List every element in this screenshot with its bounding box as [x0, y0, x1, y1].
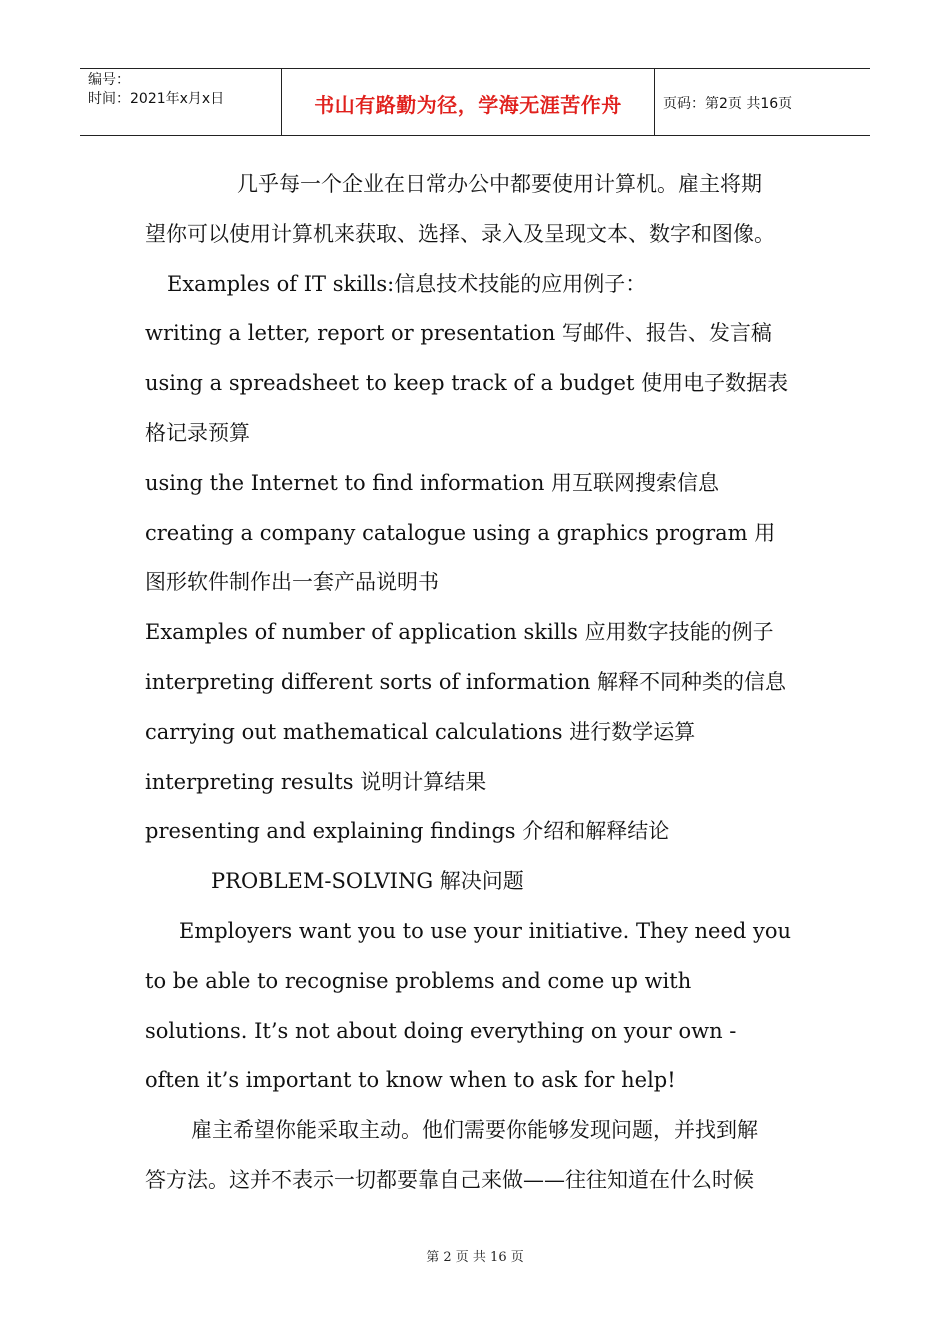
body-line: solutions. It’s not about doing everything on your own -: [145, 1018, 737, 1043]
body-line: to be able to recognise problems and come up with: [145, 968, 692, 993]
header-motto: 书山有路勤为径，学海无涯苦作舟: [314, 92, 622, 117]
document-body: [145, 160, 815, 1206]
body-line: 雇主希望你能采取主动。他们需要你能够发现问题，并找到解: [191, 1118, 758, 1143]
body-line: Examples of IT skills:信息技术技能的应用例子：: [167, 271, 647, 296]
body-line: presenting and explaining findings 介绍和解释结论: [145, 819, 670, 844]
body-line: interpreting results 说明计算结果: [145, 769, 487, 794]
body-line: using a spreadsheet to keep track of a budget 使用电子数据表: [145, 371, 789, 396]
section-heading: PROBLEM-SOLVING 解决问题: [211, 869, 524, 894]
body-line: 图形软件制作出一套产品说明书: [145, 570, 439, 595]
body-line: writing a letter, report or presentation 写邮件、报告、发言稿: [145, 321, 772, 346]
body-line: Employers want you to use your initiative. They need you: [179, 918, 792, 943]
page-footer: 第 2 页 共 16 页: [426, 1250, 524, 1265]
header-page-cell: [655, 69, 870, 135]
body-line: interpreting different sorts of information 解释不同种类的信息: [145, 669, 787, 694]
header-page-number: 页码：第2页 共16页: [663, 96, 793, 112]
header-meta-cell: [80, 69, 282, 135]
document-number-label: 编号：: [88, 72, 130, 88]
body-line: 几乎每一个企业在日常办公中都要使用计算机。雇主将期: [237, 172, 762, 196]
body-line: 望你可以使用计算机来获取、选择、录入及呈现文本、数字和图像。: [145, 221, 775, 246]
body-line: carrying out mathematical calculations 进行数学运算: [145, 719, 696, 744]
body-line: 格记录预算: [145, 420, 250, 445]
header-motto-cell: [282, 69, 655, 135]
body-line: Examples of number of application skills 应用数字技能的例子: [145, 620, 774, 645]
body-line: 答方法。这并不表示一切都要靠自己来做——往往知道在什么时候: [145, 1167, 754, 1192]
document-header-table: [80, 68, 870, 136]
body-line: using the Internet to find information 用互联网搜索信息: [145, 470, 720, 495]
document-time-label: 时间：2021年x月x日: [88, 91, 225, 107]
body-line: often it’s important to know when to ask for help!: [145, 1068, 676, 1093]
body-line: creating a company catalogue using a graphics program 用: [145, 520, 776, 545]
